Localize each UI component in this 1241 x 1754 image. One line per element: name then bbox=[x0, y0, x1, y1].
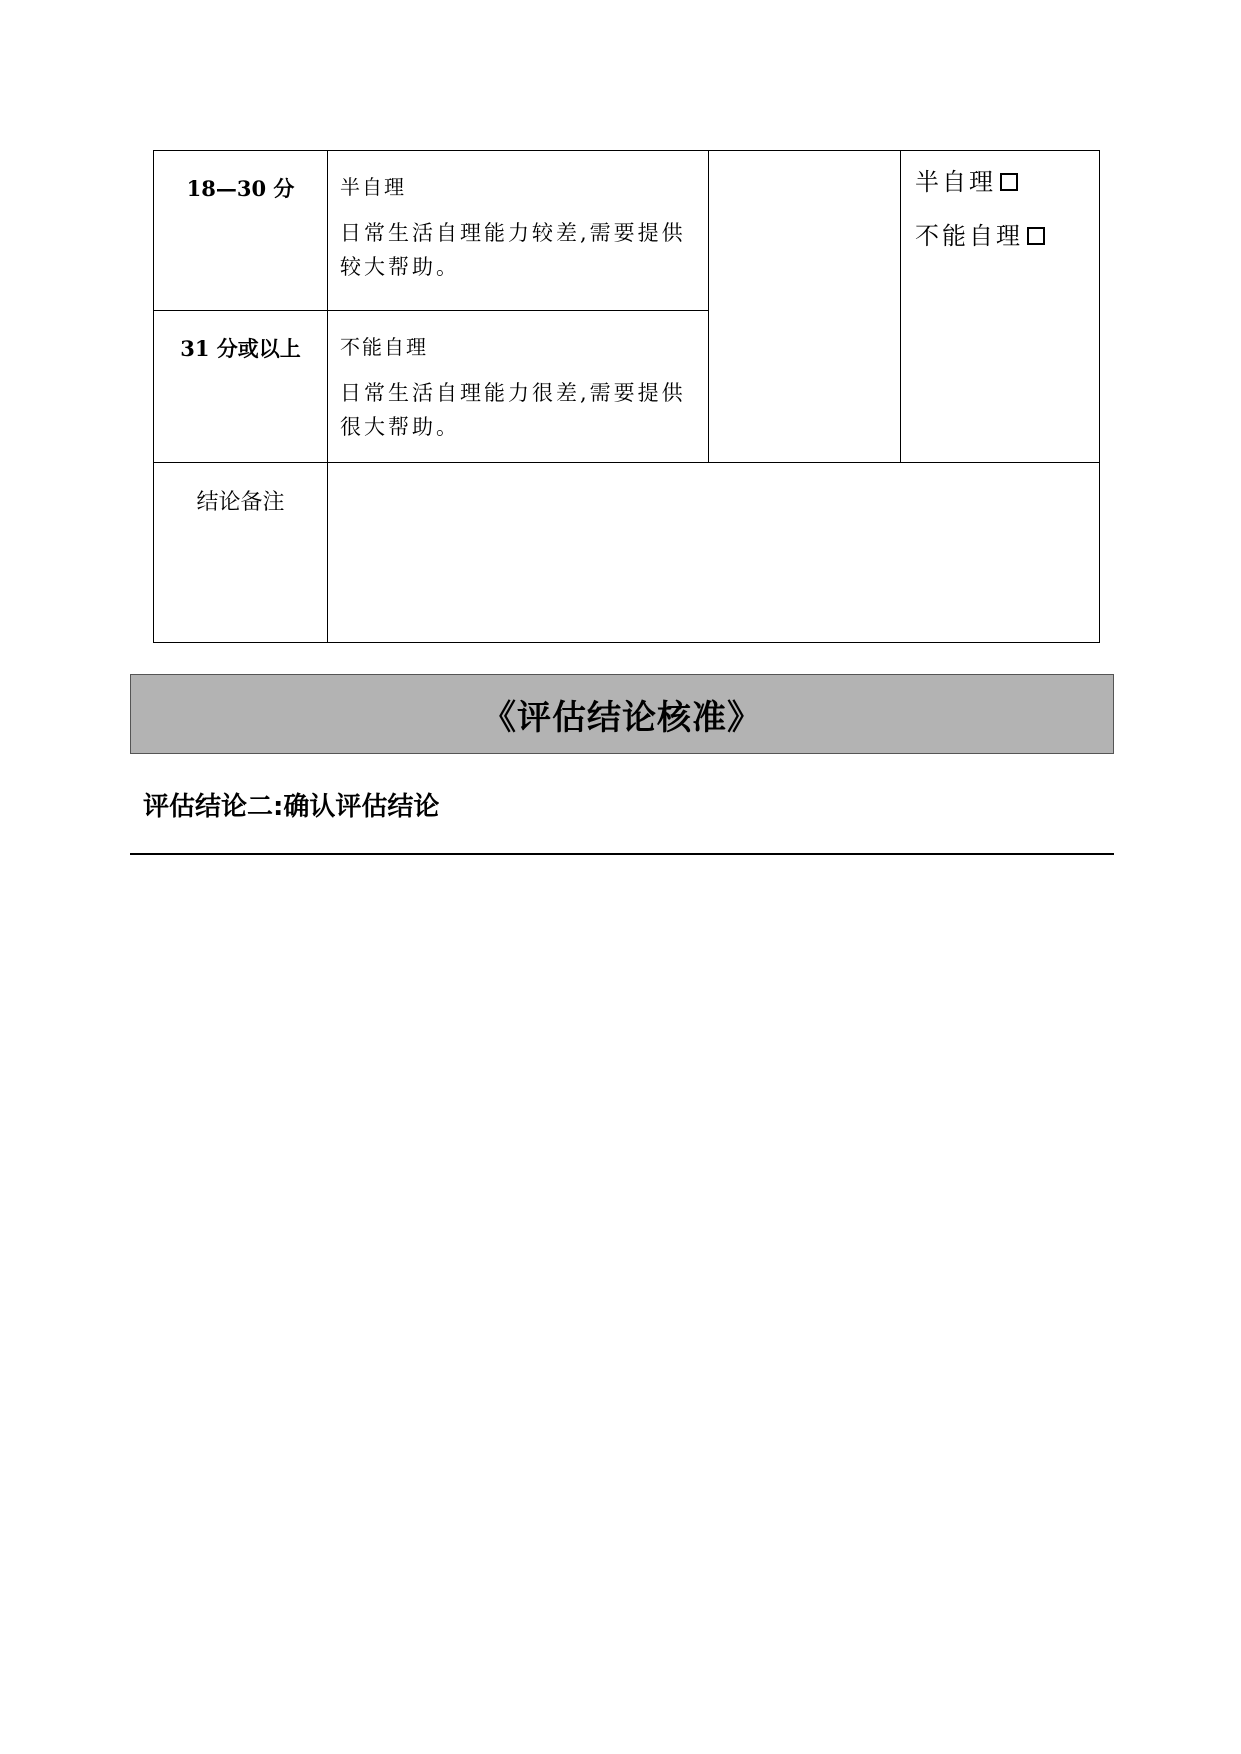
level-description-cell bbox=[328, 151, 709, 311]
divider bbox=[130, 853, 1114, 855]
level-name: 不能自理 bbox=[340, 335, 428, 359]
section-title: 《评估结论核准》 bbox=[482, 697, 762, 738]
assessment-table bbox=[153, 150, 1100, 643]
remark-field[interactable] bbox=[328, 463, 1100, 643]
remark-label: 结论备注 bbox=[154, 463, 328, 643]
score-range-cell: 18—30 分 bbox=[154, 151, 328, 311]
section-subheading: 评估结论二:确认评估结论 bbox=[143, 792, 440, 822]
option-label: 不能自理 bbox=[915, 222, 1023, 250]
option-semi-self-care[interactable] bbox=[915, 155, 1099, 209]
option-no-self-care[interactable] bbox=[915, 209, 1099, 263]
conclusion-options-cell bbox=[901, 151, 1100, 463]
section-header-bar bbox=[130, 674, 1114, 754]
level-name: 半自理 bbox=[340, 175, 406, 199]
checkbox-icon[interactable] bbox=[1027, 227, 1045, 245]
level-description: 日常生活自理能力较差,需要提供较大帮助。 bbox=[340, 221, 686, 279]
blank-cell bbox=[709, 151, 901, 463]
level-description-cell bbox=[328, 311, 709, 463]
option-label: 半自理 bbox=[915, 168, 996, 196]
level-description: 日常生活自理能力很差,需要提供很大帮助。 bbox=[340, 381, 686, 439]
checkbox-icon[interactable] bbox=[1000, 173, 1018, 191]
score-range-cell: 31 分或以上 bbox=[154, 311, 328, 463]
table-row bbox=[154, 151, 1100, 311]
table-row bbox=[154, 463, 1100, 643]
